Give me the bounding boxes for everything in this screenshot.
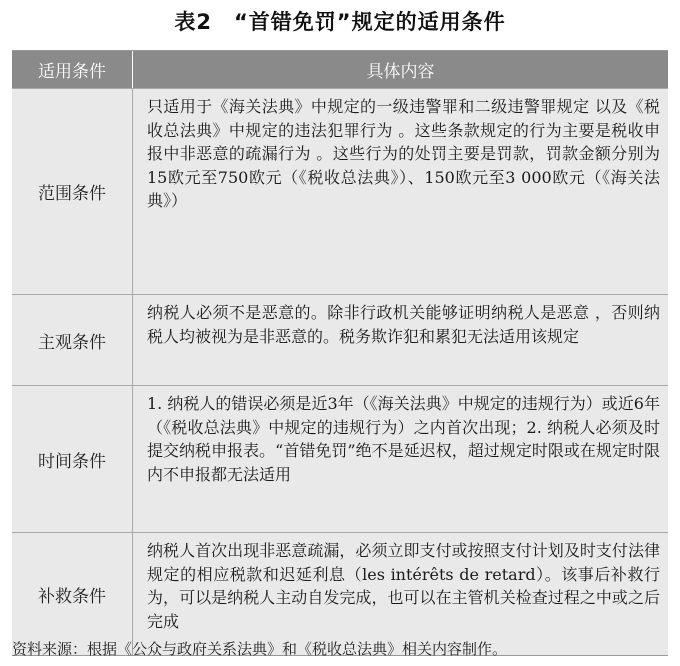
content-cell: 纳税人必须不是恶意的。除非行政机关能够证明纳税人是恶意 ，否则纳税人均被视为是非恶意的。税务欺诈犯和累犯无法适用该规定 <box>147 303 660 346</box>
content-cell: 纳税人首次出现非恶意疏漏，必须立即支付或按照支付计划及时支付法律规定的相应税款和迟延利息（les intérêts de retard）。该事后补救行为，可以是纳税人主动自发完成，也可以在主管机关检查过程之中或之后完成 <box>147 541 660 631</box>
conditions-table <box>12 50 668 656</box>
content-cell: 1. 纳税人的错误必须是近3年（《海关法典》中规定的违规行为）或近6年（《税收总法典》中规定的违规行为）之内首次出现；2. 纳税人必须及时提交纳税申报表。“首错免罚”绝不是延迟权，超过规定时限或在规定时限内不申报都无法适用 <box>147 394 660 484</box>
content-cell: 只适用于《海关法典》中规定的一级违警罪和二级违警罪规定 以及《税收总法典》中规定的违法犯罪行为 。这些条款规定的行为主要是税收申报中非恶意的疏漏行为 。这些行为的处罚主要是罚款，罚款金额分别为15欧元至750欧元（《税收总法典》）、150欧元至3 000欧元（《海关法典》） <box>147 97 660 210</box>
table-row <box>12 88 668 294</box>
condition-cell: 主观条件 <box>12 295 133 385</box>
condition-cell: 补救条件 <box>12 533 133 655</box>
header-condition: 适用条件 <box>12 51 133 88</box>
table-row <box>12 532 668 655</box>
table-number: 表2 <box>174 10 212 34</box>
condition-cell: 范围条件 <box>12 89 133 294</box>
table-row <box>12 385 668 532</box>
table-title <box>0 6 680 36</box>
header-content: 具体内容 <box>366 62 435 82</box>
condition-cell: 时间条件 <box>12 386 133 532</box>
table-header <box>12 51 668 88</box>
table-row <box>12 294 668 385</box>
source-note: 资料来源：根据《公众与政府关系法典》和《税收总法典》相关内容制作。 <box>12 640 508 658</box>
table-title-text: “首错免罚”规定的适用条件 <box>234 10 506 34</box>
